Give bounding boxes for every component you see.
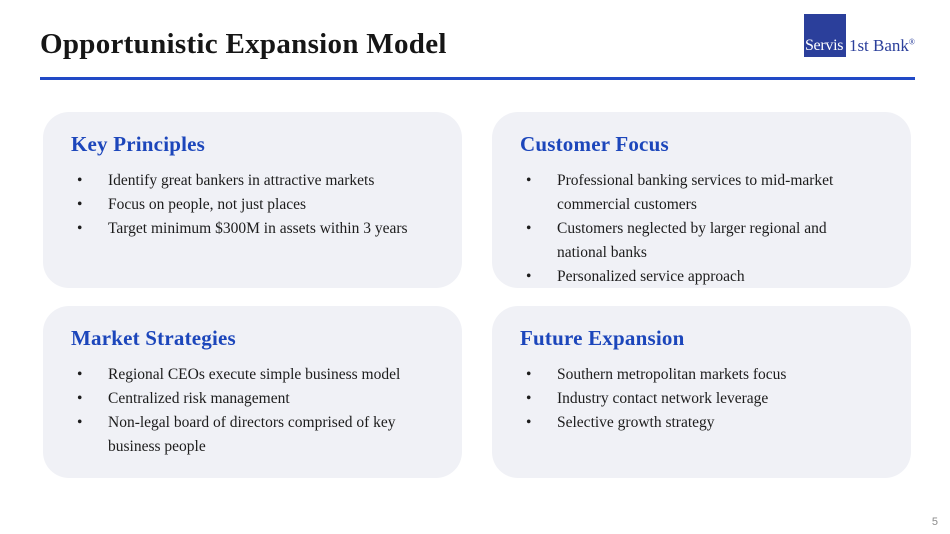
card-title: Future Expansion (520, 326, 685, 350)
card-key-principles (43, 112, 462, 288)
bullet-item: • Customers neglected by larger regional and national banks (520, 217, 867, 265)
registered-mark-icon: ® (908, 37, 915, 47)
card-market-strategies (43, 306, 462, 478)
card-title: Key Principles (71, 132, 206, 156)
bullet-list (71, 363, 418, 459)
bullet-item: • Identify great bankers in attractive markets (71, 169, 418, 193)
bullet-item: • Regional CEOs execute simple business model (71, 363, 418, 387)
bullet-item: • Selective growth strategy (520, 411, 867, 435)
title-underline (40, 77, 915, 80)
logo-text-servis: Servis (804, 37, 844, 54)
bullet-item: • Centralized risk management (71, 387, 418, 411)
card-customer-focus (492, 112, 911, 288)
bullet-item: • Industry contact network leverage (520, 387, 867, 411)
bullet-list (520, 169, 867, 288)
bullet-item: • Target minimum $300M in assets within 3 years (71, 217, 418, 241)
card-title: Customer Focus (520, 132, 669, 156)
bullet-list (520, 363, 867, 435)
logo-text-bank (846, 37, 915, 57)
servisfirst-bank-logo (804, 14, 915, 57)
page-title: Opportunistic Expansion Model (40, 28, 447, 60)
slide-header (40, 14, 915, 74)
bullet-item: • Southern metropolitan markets focus (520, 363, 867, 387)
logo-text-1st-bank: 1st Bank (848, 36, 909, 55)
cards-grid (43, 112, 911, 478)
page-number: 5 (931, 516, 938, 528)
bullet-item: • Personalized service approach (520, 265, 867, 288)
logo-square (804, 14, 846, 57)
bullet-item: • Non-legal board of directors comprised of key business people (71, 411, 418, 459)
bullet-item: • Focus on people, not just places (71, 193, 418, 217)
card-title: Market Strategies (71, 326, 236, 350)
bullet-list (71, 169, 418, 241)
bullet-item: • Professional banking services to mid-market commercial customers (520, 169, 867, 217)
card-future-expansion (492, 306, 911, 478)
